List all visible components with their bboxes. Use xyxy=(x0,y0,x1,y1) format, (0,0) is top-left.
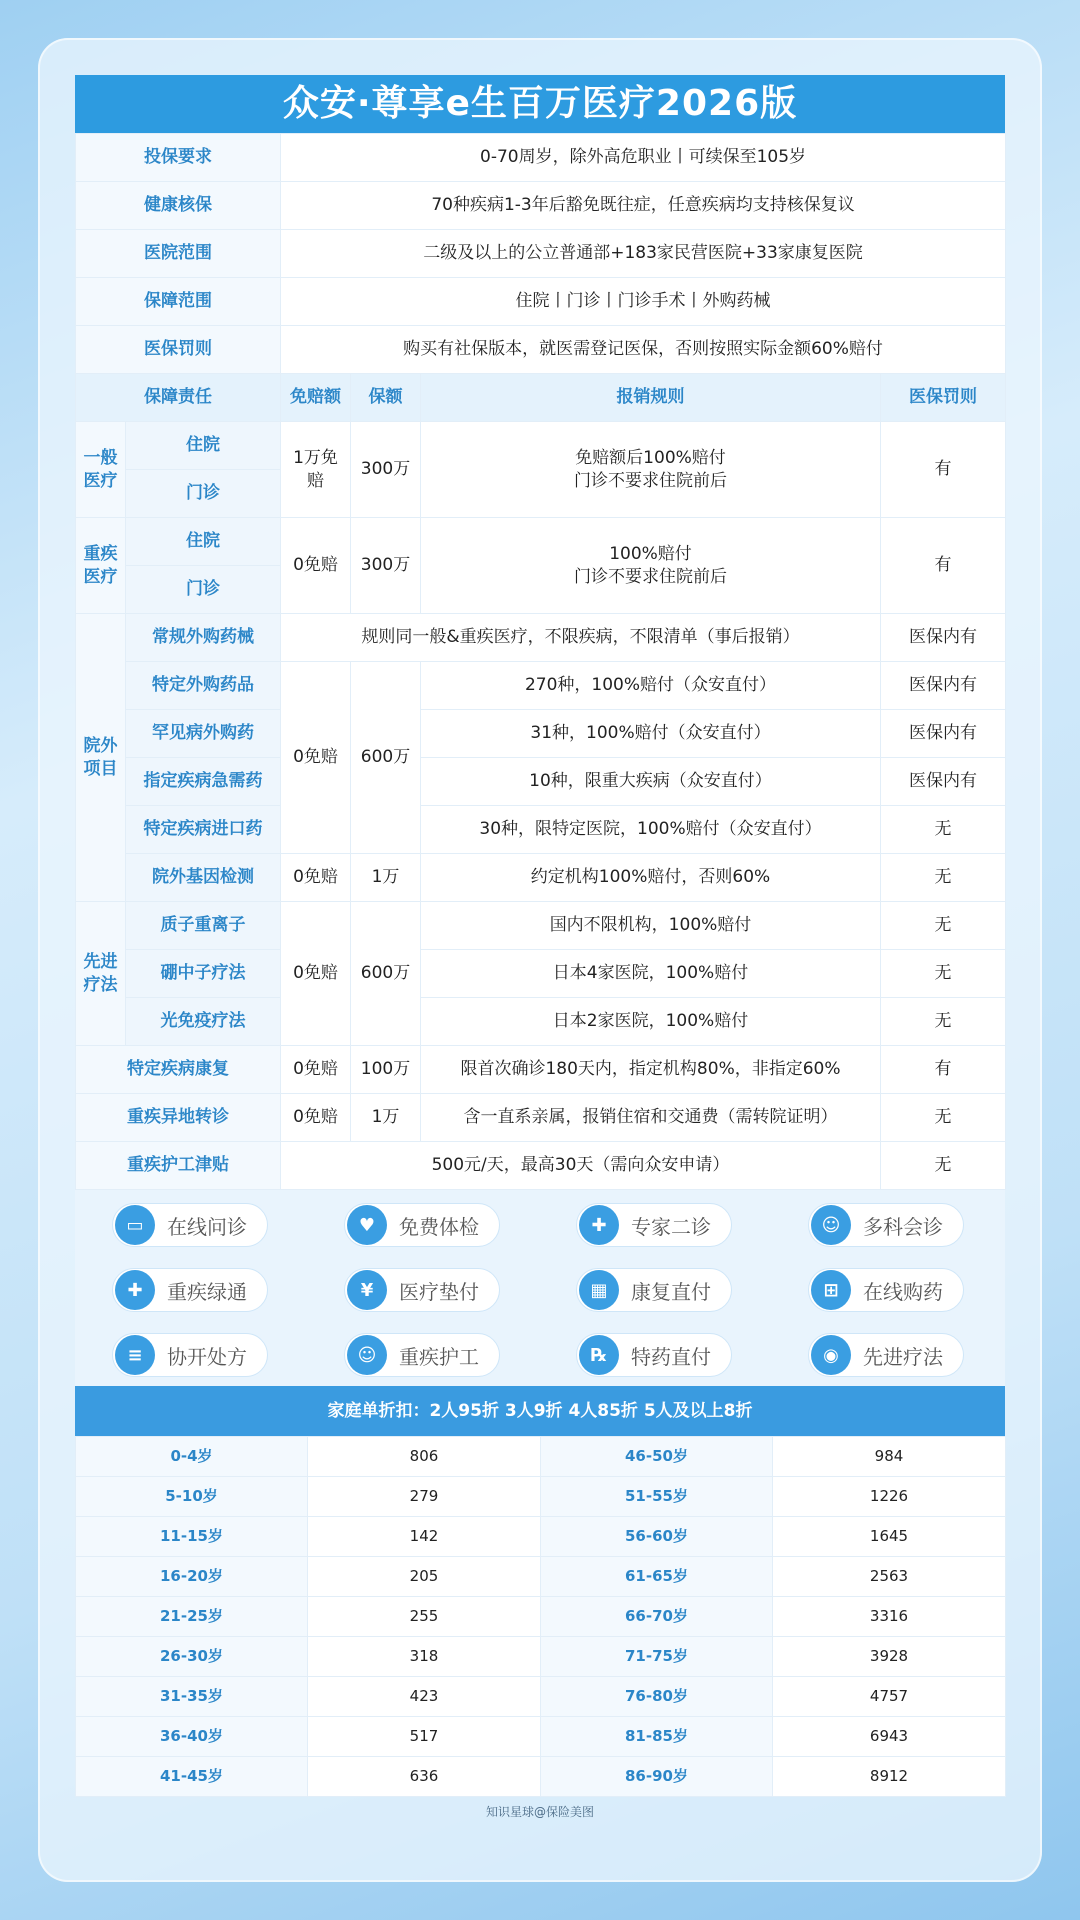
nurse-icon: ☺ xyxy=(347,1335,387,1375)
premium-value: 3316 xyxy=(773,1597,1006,1637)
item-label: 住院 xyxy=(126,422,281,470)
item-label: 指定疾病急需药 xyxy=(126,758,281,806)
premium-value: 279 xyxy=(308,1477,541,1517)
premium-value: 318 xyxy=(308,1637,541,1677)
service-pill[interactable] xyxy=(344,1203,500,1247)
service-pill[interactable] xyxy=(344,1333,500,1377)
page-title: 众安·尊享e生百万医疗2026版 xyxy=(75,75,1005,133)
table-row xyxy=(76,614,1006,662)
item-label: 硼中子疗法 xyxy=(126,950,281,998)
premium-value: 6943 xyxy=(773,1717,1006,1757)
rules-cell: 270种，100%赔付（众安直付） xyxy=(421,662,881,710)
penalty-cell: 无 xyxy=(881,950,1006,998)
service-label: 多科会诊 xyxy=(863,1214,943,1239)
premium-value: 3928 xyxy=(773,1637,1006,1677)
penalty-cell: 医保内有 xyxy=(881,614,1006,662)
age-label: 81-85岁 xyxy=(541,1717,773,1757)
info-value: 70种疾病1-3年后豁免既往症，任意疾病均支持核保复议 xyxy=(281,182,1006,230)
footer-watermark: 知识星球@保险美图 xyxy=(485,1805,594,1819)
age-label: 0-4岁 xyxy=(76,1437,308,1477)
penalty-cell: 医保内有 xyxy=(881,710,1006,758)
age-label: 5-10岁 xyxy=(76,1477,308,1517)
service-pill[interactable] xyxy=(576,1333,732,1377)
deductible-cell: 0免赔 xyxy=(281,662,351,854)
calendar-icon: ▦ xyxy=(579,1270,619,1310)
age-label: 11-15岁 xyxy=(76,1517,308,1557)
deductible-cell: 0免赔 xyxy=(281,518,351,614)
penalty-cell: 有 xyxy=(881,422,1006,518)
premium-value: 4757 xyxy=(773,1677,1006,1717)
age-label: 41-45岁 xyxy=(76,1757,308,1797)
doctor-icon: ✚ xyxy=(579,1205,619,1245)
info-row xyxy=(76,278,1006,326)
table-row xyxy=(76,758,1006,806)
amount-cell: 1万 xyxy=(351,854,421,902)
premium-value: 984 xyxy=(773,1437,1006,1477)
price-row xyxy=(76,1437,1006,1477)
service-pill[interactable] xyxy=(344,1268,500,1312)
age-label: 16-20岁 xyxy=(76,1557,308,1597)
clipboard-icon: ≡ xyxy=(115,1335,155,1375)
header-rules: 报销规则 xyxy=(421,374,881,422)
price-table xyxy=(75,1436,1006,1797)
payment-icon: ¥ xyxy=(347,1270,387,1310)
group-general: 一般 医疗 xyxy=(76,422,126,518)
premium-value: 423 xyxy=(308,1677,541,1717)
item-label: 常规外购药械 xyxy=(126,614,281,662)
age-label: 21-25岁 xyxy=(76,1597,308,1637)
rules-cell: 日本4家医院，100%赔付 xyxy=(421,950,881,998)
monitor-icon: ▭ xyxy=(115,1205,155,1245)
info-label: 健康核保 xyxy=(76,182,281,230)
table-row xyxy=(76,518,1006,566)
table-row xyxy=(76,422,1006,470)
service-label: 重疾绿通 xyxy=(167,1279,247,1304)
heart-icon: ♥ xyxy=(347,1205,387,1245)
rules-cell: 免赔额后100%赔付 门诊不要求住院前后 xyxy=(421,422,881,518)
table-row xyxy=(76,902,1006,950)
info-row xyxy=(76,326,1006,374)
price-row xyxy=(76,1597,1006,1637)
group-outside: 院外 项目 xyxy=(76,614,126,902)
premium-value: 142 xyxy=(308,1517,541,1557)
service-pill[interactable] xyxy=(112,1333,268,1377)
service-label: 免费体检 xyxy=(399,1214,479,1239)
age-label: 46-50岁 xyxy=(541,1437,773,1477)
service-pill[interactable] xyxy=(576,1268,732,1312)
penalty-cell: 无 xyxy=(881,1094,1006,1142)
service-pill[interactable] xyxy=(112,1268,268,1312)
header-penalty: 医保罚则 xyxy=(881,374,1006,422)
price-row xyxy=(76,1677,1006,1717)
item-label: 重疾护工津贴 xyxy=(76,1142,281,1190)
age-label: 86-90岁 xyxy=(541,1757,773,1797)
therapy-icon: ◉ xyxy=(811,1335,851,1375)
table-header-row xyxy=(76,374,1006,422)
item-label: 光免疫疗法 xyxy=(126,998,281,1046)
deductible-cell: 1万免赔 xyxy=(281,422,351,518)
rules-cell: 100%赔付 门诊不要求住院前后 xyxy=(421,518,881,614)
age-label: 56-60岁 xyxy=(541,1517,773,1557)
penalty-cell: 无 xyxy=(881,998,1006,1046)
premium-value: 517 xyxy=(308,1717,541,1757)
pharmacy-icon: ⊞ xyxy=(811,1270,851,1310)
premium-value: 636 xyxy=(308,1757,541,1797)
deductible-cell: 0免赔 xyxy=(281,1046,351,1094)
info-value: 住院丨门诊丨门诊手术丨外购药械 xyxy=(281,278,1006,326)
rules-cell: 约定机构100%赔付，否则60% xyxy=(421,854,881,902)
info-value: 购买有社保版本，就医需登记医保，否则按照实际金额60%赔付 xyxy=(281,326,1006,374)
table-row xyxy=(76,854,1006,902)
item-label: 门诊 xyxy=(126,566,281,614)
rules-cell: 31种，100%赔付（众安直付） xyxy=(421,710,881,758)
item-label: 院外基因检测 xyxy=(126,854,281,902)
rules-cell: 国内不限机构，100%赔付 xyxy=(421,902,881,950)
service-label: 在线问诊 xyxy=(167,1214,247,1239)
item-label: 罕见病外购药 xyxy=(126,710,281,758)
table-row xyxy=(76,806,1006,854)
penalty-cell: 医保内有 xyxy=(881,662,1006,710)
service-label: 康复直付 xyxy=(631,1279,711,1304)
age-label: 31-35岁 xyxy=(76,1677,308,1717)
amount-cell: 100万 xyxy=(351,1046,421,1094)
table-row xyxy=(76,1094,1006,1142)
services-panel xyxy=(75,1190,1005,1386)
premium-value: 1645 xyxy=(773,1517,1006,1557)
service-label: 专家二诊 xyxy=(631,1214,711,1239)
premium-value: 8912 xyxy=(773,1757,1006,1797)
insurance-sheet xyxy=(75,75,1005,1820)
premium-value: 1226 xyxy=(773,1477,1006,1517)
item-label: 质子重离子 xyxy=(126,902,281,950)
info-label: 保障范围 xyxy=(76,278,281,326)
header-duty: 保障责任 xyxy=(76,374,281,422)
deductible-cell: 0免赔 xyxy=(281,1094,351,1142)
age-label: 71-75岁 xyxy=(541,1637,773,1677)
amount-cell: 600万 xyxy=(351,662,421,854)
penalty-cell: 有 xyxy=(881,1046,1006,1094)
table-row xyxy=(76,950,1006,998)
info-row xyxy=(76,182,1006,230)
penalty-cell: 无 xyxy=(881,806,1006,854)
item-label: 住院 xyxy=(126,518,281,566)
item-label: 特定疾病康复 xyxy=(76,1046,281,1094)
price-row xyxy=(76,1517,1006,1557)
service-label: 协开处方 xyxy=(167,1344,247,1369)
table-row xyxy=(76,662,1006,710)
penalty-cell: 有 xyxy=(881,518,1006,614)
rules-cell: 30种，限特定医院，100%赔付（众安直付） xyxy=(421,806,881,854)
info-row xyxy=(76,134,1006,182)
age-label: 51-55岁 xyxy=(541,1477,773,1517)
penalty-cell: 无 xyxy=(881,902,1006,950)
price-row xyxy=(76,1477,1006,1517)
item-label: 门诊 xyxy=(126,470,281,518)
age-label: 36-40岁 xyxy=(76,1717,308,1757)
price-row xyxy=(76,1717,1006,1757)
group-critical: 重疾 医疗 xyxy=(76,518,126,614)
info-label: 投保要求 xyxy=(76,134,281,182)
benefit-table xyxy=(75,133,1006,1190)
penalty-cell: 无 xyxy=(881,854,1006,902)
table-row xyxy=(76,1142,1006,1190)
info-row xyxy=(76,230,1006,278)
family-discount-banner: 家庭单折扣：2人95折 3人9折 4人85折 5人及以上8折 xyxy=(75,1386,1005,1436)
item-label: 特定外购药品 xyxy=(126,662,281,710)
service-label: 特药直付 xyxy=(631,1344,711,1369)
header-amount: 保额 xyxy=(351,374,421,422)
service-pill[interactable] xyxy=(808,1333,964,1377)
price-row xyxy=(76,1557,1006,1597)
service-label: 在线购药 xyxy=(863,1279,943,1304)
service-pill[interactable] xyxy=(112,1203,268,1247)
service-pill[interactable] xyxy=(808,1268,964,1312)
amount-cell: 1万 xyxy=(351,1094,421,1142)
rules-cell: 规则同一般&重疾医疗，不限疾病，不限清单（事后报销） xyxy=(281,614,881,662)
header-deductible: 免赔额 xyxy=(281,374,351,422)
table-row xyxy=(76,998,1006,1046)
age-label: 26-30岁 xyxy=(76,1637,308,1677)
table-row xyxy=(76,1046,1006,1094)
rules-cell: 含一直系亲属，报销住宿和交通费（需转院证明） xyxy=(421,1094,881,1142)
item-label: 特定疾病进口药 xyxy=(126,806,281,854)
penalty-cell: 医保内有 xyxy=(881,758,1006,806)
premium-value: 2563 xyxy=(773,1557,1006,1597)
service-pill[interactable] xyxy=(808,1203,964,1247)
age-label: 66-70岁 xyxy=(541,1597,773,1637)
penalty-cell: 无 xyxy=(881,1142,1006,1190)
table-row xyxy=(76,710,1006,758)
service-label: 医疗垫付 xyxy=(399,1279,479,1304)
premium-value: 806 xyxy=(308,1437,541,1477)
service-pill[interactable] xyxy=(576,1203,732,1247)
item-label: 重疾异地转诊 xyxy=(76,1094,281,1142)
deductible-cell: 0免赔 xyxy=(281,902,351,1046)
premium-value: 255 xyxy=(308,1597,541,1637)
rules-cell: 500元/天，最高30天（需向众安申请） xyxy=(281,1142,881,1190)
info-value: 0-70周岁，除外高危职业丨可续保至105岁 xyxy=(281,134,1006,182)
team-icon: ☺ xyxy=(811,1205,851,1245)
rules-cell: 日本2家医院，100%赔付 xyxy=(421,998,881,1046)
price-row xyxy=(76,1757,1006,1797)
amount-cell: 300万 xyxy=(351,518,421,614)
age-label: 76-80岁 xyxy=(541,1677,773,1717)
amount-cell: 600万 xyxy=(351,902,421,1046)
price-row xyxy=(76,1637,1006,1677)
info-label: 医保罚则 xyxy=(76,326,281,374)
info-value: 二级及以上的公立普通部+183家民营医院+33家康复医院 xyxy=(281,230,1006,278)
group-advanced: 先进 疗法 xyxy=(76,902,126,1046)
info-label: 医院范围 xyxy=(76,230,281,278)
deductible-cell: 0免赔 xyxy=(281,854,351,902)
premium-value: 205 xyxy=(308,1557,541,1597)
age-label: 61-65岁 xyxy=(541,1557,773,1597)
rules-cell: 10种，限重大疾病（众安直付） xyxy=(421,758,881,806)
service-label: 重疾护工 xyxy=(399,1344,479,1369)
amount-cell: 300万 xyxy=(351,422,421,518)
cross-icon: ✚ xyxy=(115,1270,155,1310)
rx-icon: ℞ xyxy=(579,1335,619,1375)
rules-cell: 限首次确诊180天内，指定机构80%，非指定60% xyxy=(421,1046,881,1094)
service-label: 先进疗法 xyxy=(863,1344,943,1369)
